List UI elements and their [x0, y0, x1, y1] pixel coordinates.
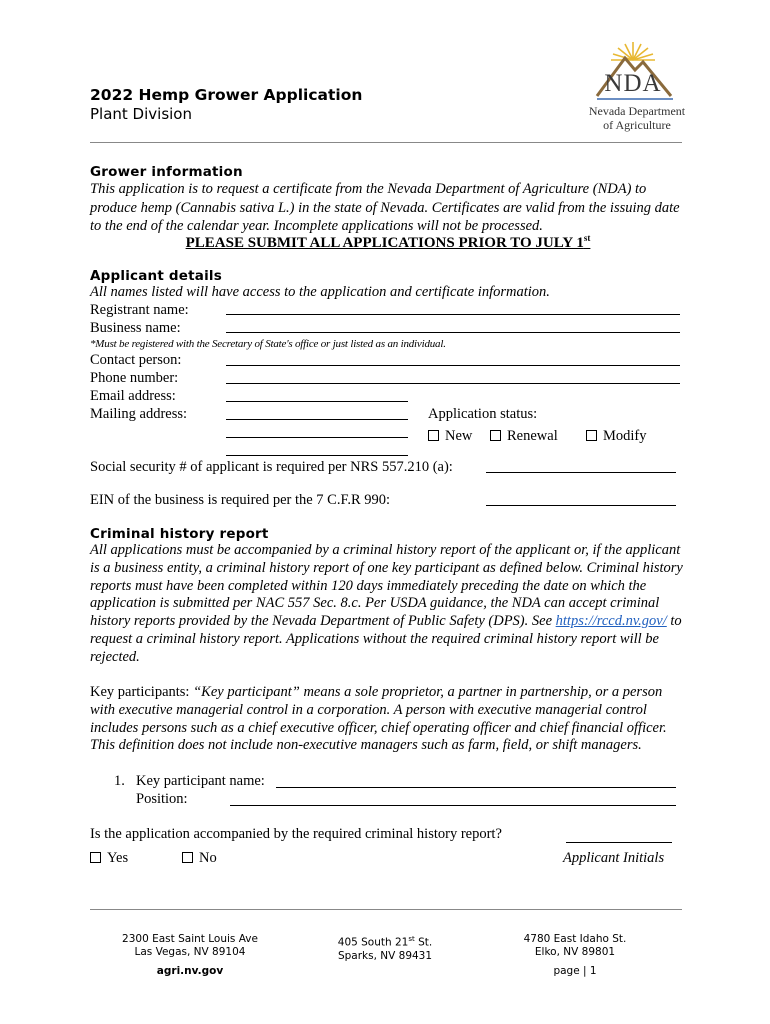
renewal-label: Renewal	[507, 428, 558, 444]
no-option[interactable]	[182, 850, 217, 868]
sparks-street: 405 South 21	[337, 936, 409, 949]
elko-line1: 4780 East Idaho St.	[523, 933, 627, 945]
business-field[interactable]	[226, 332, 680, 333]
kp-position-label: Position:	[136, 791, 188, 807]
logo-line2: of Agriculture	[603, 118, 671, 132]
applicant-heading: Applicant details	[90, 268, 222, 284]
no-checkbox[interactable]	[182, 852, 193, 863]
las-vegas-line2: Las Vegas, NV 89104	[134, 946, 246, 958]
contact-label: Contact person:	[90, 352, 182, 368]
initials-label: Applicant Initials	[563, 850, 665, 866]
new-checkbox[interactable]	[428, 430, 439, 441]
document-title: 2022 Hemp Grower Application	[90, 86, 363, 104]
sparks-sup: st	[408, 935, 415, 943]
logo-line1: Nevada Department	[588, 104, 686, 118]
yes-checkbox[interactable]	[90, 852, 101, 863]
page-number: page | 1	[553, 965, 597, 977]
yes-label: Yes	[107, 850, 129, 866]
header-divider	[90, 142, 682, 143]
applicant-intro: All names listed will have access to the application and certificate information.	[90, 284, 550, 300]
ssn-label: Social security # of applicant is required per NRS 557.210 (a):	[90, 459, 453, 475]
footer-address-las-vegas	[100, 933, 280, 959]
key-lead: Key participants:	[90, 684, 194, 700]
new-label: New	[445, 428, 473, 444]
footer-divider	[90, 909, 682, 910]
logo-acronym: NDA	[604, 70, 662, 97]
las-vegas-line1: 2300 East Saint Louis Ave	[122, 933, 258, 945]
registrant-label: Registrant name:	[90, 302, 189, 318]
status-renewal-option[interactable]	[490, 428, 558, 446]
business-label: Business name:	[90, 320, 181, 336]
registrant-field[interactable]	[226, 314, 680, 315]
modify-checkbox[interactable]	[586, 430, 597, 441]
email-field[interactable]	[226, 401, 408, 402]
ssn-field[interactable]	[486, 472, 676, 473]
rccd-link[interactable]: https://rccd.nv.gov/	[555, 613, 667, 630]
initials-field[interactable]	[566, 842, 672, 843]
status-modify-option[interactable]	[586, 428, 647, 446]
mailing-field-2[interactable]	[226, 437, 408, 438]
criminal-text-2: to request a criminal history report. Applications without the required criminal history report will be rejected.	[90, 613, 682, 665]
mailing-field-3[interactable]	[226, 455, 408, 456]
kp-number: 1.	[114, 773, 125, 789]
kp-name-field[interactable]	[276, 787, 676, 788]
mailing-field-1[interactable]	[226, 419, 408, 420]
footer-website[interactable]: agri.nv.gov	[156, 965, 224, 977]
contact-field[interactable]	[226, 365, 680, 366]
renewal-checkbox[interactable]	[490, 430, 501, 441]
criminal-heading: Criminal history report	[90, 526, 269, 542]
grower-heading: Grower information	[90, 164, 243, 180]
ein-label: EIN of the business is required per the 7 C.F.R 990:	[90, 492, 391, 508]
key-definition: “Key participant” means a sole proprietor, a partner in partnership, or a person with executive managerial control in a corporation. A person with executive managerial control includes persons such as a chief executive officer, chief operating officer and chief financial officer. This definition does not include non-executive managers such as farm, field, or shift managers.	[90, 684, 667, 754]
email-label: Email address:	[90, 388, 176, 404]
status-label: Application status:	[428, 406, 538, 422]
notice-text: PLEASE SUBMIT ALL APPLICATIONS PRIOR TO JULY 1	[185, 235, 584, 251]
status-new-option[interactable]	[428, 428, 472, 446]
phone-field[interactable]	[226, 383, 680, 384]
sparks-st: St.	[414, 936, 433, 949]
kp-name-label: Key participant name:	[136, 773, 265, 789]
division-name: Plant Division	[90, 105, 192, 123]
no-label: No	[199, 850, 217, 866]
criminal-report-question: Is the application accompanied by the required criminal history report?	[90, 826, 502, 842]
submit-deadline-notice	[90, 233, 686, 252]
phone-label: Phone number:	[90, 370, 179, 386]
elko-line2: Elko, NV 89801	[534, 946, 616, 958]
criminal-text-1: All applications must be accompanied by a criminal history report of the applicant or, if the applicant is a business entity, a criminal history report of one key participant as defined below. Criminal history reports must have been completed within 120 days immediately preceding the date on which the application is submitted per NAC 557 Sec. 8.c. Per USDA guidance, the NDA can accept criminal history reports provided by the Nevada Department of Public Safety (DPS). See	[90, 542, 683, 630]
logo-wave	[597, 98, 673, 100]
yes-option[interactable]	[90, 850, 128, 868]
modify-label: Modify	[603, 428, 647, 444]
footer-address-sparks	[300, 933, 470, 963]
key-participants-paragraph	[90, 684, 686, 755]
notice-sup: st	[583, 233, 591, 243]
mailing-label: Mailing address:	[90, 406, 188, 422]
sparks-line2: Sparks, NV 89431	[337, 949, 433, 962]
grower-intro: This application is to request a certificate from the Nevada Department of Agriculture (NDA) to produce hemp (Cannabis sativa L.) in the state of Nevada. Certificates are valid from the issuing date to the end of the calendar year. Incomplete applications will not be processed.	[90, 181, 680, 234]
sparks-line1	[300, 933, 470, 950]
criminal-paragraph	[90, 542, 686, 667]
nda-logo	[585, 38, 690, 143]
footer-address-elko	[490, 933, 660, 959]
registration-note: *Must be registered with the Secretary of State's office or just listed as an individual.	[90, 338, 446, 350]
ein-field[interactable]	[486, 505, 676, 506]
kp-position-field[interactable]	[230, 805, 676, 806]
